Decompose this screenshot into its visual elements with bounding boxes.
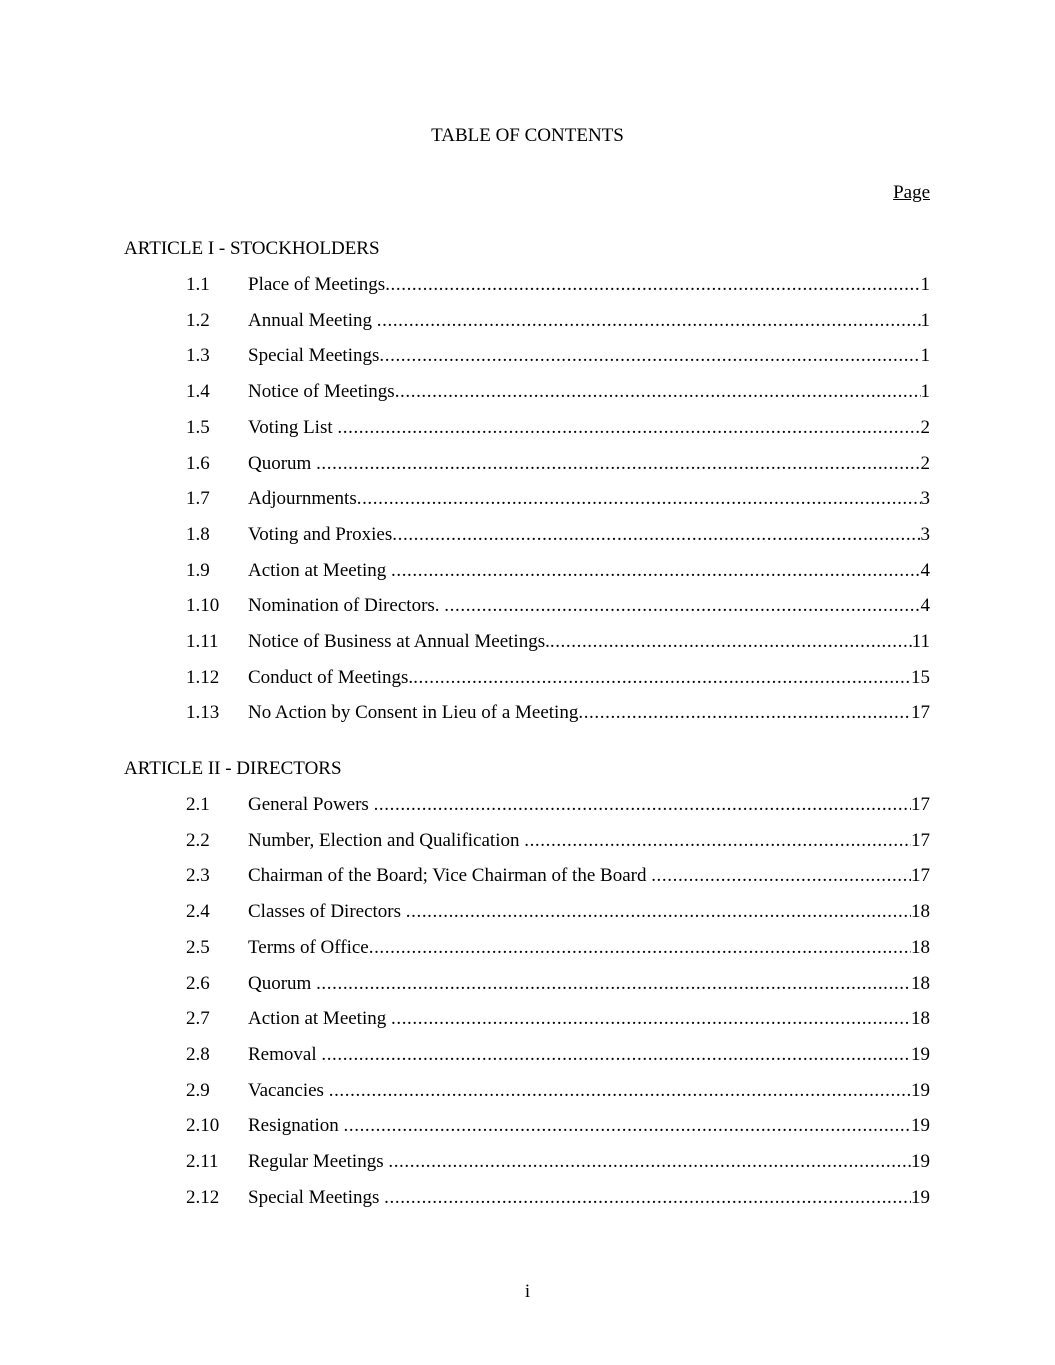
- section-number: 2.6: [186, 972, 210, 994]
- entry-line: [248, 593, 930, 619]
- entry-line: [248, 343, 930, 369]
- toc-entry[interactable]: [0, 415, 1055, 441]
- toc-entry[interactable]: [0, 935, 1055, 961]
- section-number: 2.3: [186, 865, 210, 887]
- section-number: 1.10: [186, 595, 220, 617]
- dot-leader: [316, 451, 920, 477]
- page-number: 4: [920, 595, 930, 617]
- entry-line: [248, 792, 930, 818]
- dot-leader: [578, 700, 911, 726]
- section-title: Resignation: [248, 1115, 344, 1137]
- section-number: 1.4: [186, 381, 210, 403]
- section-title: No Action by Consent in Lieu of a Meeting: [248, 702, 579, 724]
- section-title: Place of Meetings: [248, 274, 386, 295]
- dot-leader: [550, 629, 912, 655]
- dot-leader: [344, 1113, 911, 1139]
- dot-leader: [391, 1006, 911, 1032]
- toc-entry[interactable]: [0, 899, 1055, 925]
- entry-line: [248, 1113, 930, 1139]
- toc-entry[interactable]: [0, 1042, 1055, 1068]
- toc-entry[interactable]: [0, 379, 1055, 405]
- entry-line: [248, 899, 930, 925]
- page-number: 1: [920, 309, 930, 331]
- section-title: Voting List: [248, 416, 338, 438]
- section-title: Conduct of Meetings.: [248, 666, 414, 688]
- entry-line: [248, 379, 930, 405]
- page-number: 3: [920, 488, 930, 510]
- entry-line: [248, 558, 930, 584]
- section-title: Special Meetings: [248, 345, 380, 367]
- entry-line: [248, 1078, 930, 1104]
- section-number: 2.1: [186, 794, 210, 815]
- page-number: 17: [911, 829, 930, 851]
- section-title: Chairman of the Board; Vice Chairman of the Board: [248, 865, 652, 887]
- section-number: 2.5: [186, 936, 210, 958]
- dot-leader: [385, 272, 920, 298]
- dot-leader: [369, 935, 911, 961]
- page-number: 17: [911, 702, 930, 724]
- section-title: Action at Meeting: [248, 1008, 391, 1030]
- section-title: Terms of Office: [248, 936, 369, 958]
- dot-leader: [395, 379, 921, 405]
- section-title: Number, Election and Qualification: [248, 829, 525, 851]
- dot-leader: [384, 1185, 911, 1211]
- section-title: Notice of Business at Annual Meetings.: [248, 631, 550, 652]
- entry-line: [248, 863, 930, 889]
- dot-leader: [444, 593, 920, 619]
- section-title: Special Meetings: [248, 1186, 385, 1208]
- page-number: 2: [920, 416, 930, 438]
- entry-line: [248, 629, 930, 655]
- toc-entry[interactable]: [0, 1185, 1055, 1211]
- page-number: 1: [920, 381, 930, 403]
- toc-entry[interactable]: [0, 1113, 1055, 1139]
- toc-entry[interactable]: [0, 272, 1055, 298]
- page-number: 18: [911, 936, 930, 958]
- section-number: 2.9: [186, 1079, 210, 1101]
- page-number: 19: [911, 1079, 930, 1101]
- toc-entry[interactable]: [0, 700, 1055, 726]
- toc-entry[interactable]: [0, 1078, 1055, 1104]
- page-number: 11: [911, 631, 930, 652]
- entry-line: [248, 935, 930, 961]
- entry-line: [248, 971, 930, 997]
- dot-leader: [316, 971, 911, 997]
- section-number: 2.11: [186, 1151, 219, 1172]
- section-number: 2.2: [186, 829, 210, 851]
- toc-entry[interactable]: [0, 629, 1055, 655]
- dot-leader: [379, 343, 920, 369]
- section-title: Voting and Proxies: [248, 523, 393, 545]
- section-number: 1.5: [186, 416, 210, 438]
- entry-line: [248, 522, 930, 548]
- toc-entry[interactable]: [0, 593, 1055, 619]
- toc-title: TABLE OF CONTENTS: [431, 125, 624, 146]
- dot-leader: [374, 792, 911, 818]
- footer-page-number: i: [524, 1281, 531, 1302]
- dot-leader: [392, 522, 920, 548]
- dot-leader: [406, 899, 911, 925]
- entry-line: [248, 486, 930, 512]
- section-number: 2.7: [186, 1008, 210, 1030]
- dot-leader: [377, 308, 921, 334]
- dot-leader: [524, 828, 911, 854]
- entry-line: [248, 415, 930, 441]
- entry-line: [248, 1149, 930, 1175]
- section-number: 2.10: [186, 1115, 220, 1137]
- dot-leader: [337, 415, 920, 441]
- toc-entry[interactable]: [0, 971, 1055, 997]
- toc-entry[interactable]: [0, 1006, 1055, 1032]
- page-number: 17: [911, 865, 930, 887]
- toc-entry[interactable]: [0, 343, 1055, 369]
- article-2-heading: ARTICLE II - DIRECTORS: [124, 758, 342, 779]
- toc-entry[interactable]: [0, 451, 1055, 477]
- section-number: 1.13: [186, 702, 220, 724]
- section-title: Adjournments: [248, 488, 357, 510]
- dot-leader: [413, 665, 911, 691]
- entry-line: [248, 1042, 930, 1068]
- dot-leader: [329, 1078, 911, 1104]
- entry-line: [248, 828, 930, 854]
- dot-leader: [321, 1042, 911, 1068]
- page-number: 17: [911, 794, 930, 815]
- page-number: 2: [920, 452, 930, 474]
- section-title: Annual Meeting: [248, 309, 377, 331]
- page-number: 4: [920, 559, 930, 581]
- entry-line: [248, 665, 930, 691]
- section-number: 1.9: [186, 559, 210, 581]
- dot-leader: [388, 1149, 911, 1175]
- section-number: 2.4: [186, 901, 210, 923]
- section-title: Vacancies: [248, 1079, 329, 1101]
- toc-entry[interactable]: [0, 1149, 1055, 1175]
- page-column-heading: Page: [893, 182, 930, 203]
- dot-leader: [391, 558, 921, 584]
- entry-line: [248, 1006, 930, 1032]
- page-number: 19: [911, 1115, 930, 1137]
- entry-line: [248, 700, 930, 726]
- entry-line: [248, 308, 930, 334]
- section-number: 1.3: [186, 345, 210, 367]
- page-number: 19: [911, 1186, 930, 1208]
- entry-line: [248, 1185, 930, 1211]
- section-title: General Powers: [248, 794, 374, 815]
- toc-entry[interactable]: [0, 308, 1055, 334]
- dot-leader: [651, 863, 911, 889]
- toc-entry[interactable]: [0, 863, 1055, 889]
- section-title: Classes of Directors: [248, 901, 406, 923]
- toc-entry[interactable]: [0, 522, 1055, 548]
- section-number: 2.12: [186, 1186, 220, 1208]
- page-number: 15: [911, 666, 930, 688]
- section-number: 1.7: [186, 488, 210, 510]
- dot-leader: [357, 486, 921, 512]
- toc-entry[interactable]: [0, 486, 1055, 512]
- section-number: 1.12: [186, 666, 220, 688]
- article-1-heading: ARTICLE I - STOCKHOLDERS: [124, 238, 380, 259]
- section-title: Nomination of Directors.: [248, 595, 445, 617]
- page-number: 18: [911, 972, 930, 994]
- page-number: 19: [911, 1151, 930, 1172]
- section-title: Regular Meetings: [248, 1151, 389, 1172]
- section-number: 2.8: [186, 1043, 210, 1065]
- page-number: 19: [911, 1043, 930, 1065]
- entry-line: [248, 451, 930, 477]
- section-title: Action at Meeting: [248, 559, 391, 581]
- toc-entry[interactable]: [0, 665, 1055, 691]
- entry-line: [248, 272, 930, 298]
- toc-entry[interactable]: [0, 558, 1055, 584]
- section-number: 1.8: [186, 523, 210, 545]
- page-number: 1: [920, 345, 930, 367]
- section-number: 1.1: [186, 274, 210, 295]
- page-number: 18: [911, 1008, 930, 1030]
- page-number: 3: [920, 523, 930, 545]
- section-title: Quorum: [248, 972, 317, 994]
- section-number: 1.6: [186, 452, 210, 474]
- section-title: Quorum: [248, 452, 317, 474]
- section-number: 1.2: [186, 309, 210, 331]
- section-number: 1.11: [186, 631, 219, 652]
- toc-entry[interactable]: [0, 792, 1055, 818]
- section-title: Removal: [248, 1043, 322, 1065]
- page-number: 1: [920, 274, 930, 295]
- section-title: Notice of Meetings: [248, 381, 395, 403]
- toc-entry[interactable]: [0, 828, 1055, 854]
- page-number: 18: [911, 901, 930, 923]
